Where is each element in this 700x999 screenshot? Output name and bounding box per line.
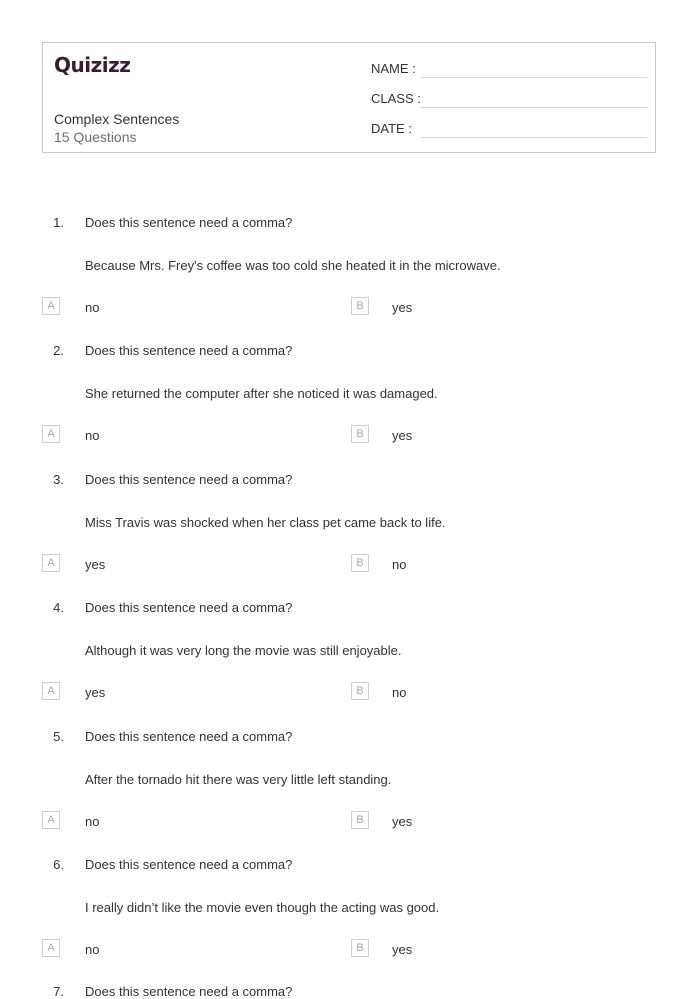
option-a-box[interactable]: A	[42, 425, 60, 443]
option-b-box[interactable]: B	[351, 297, 369, 315]
question-sentence: Miss Travis was shocked when her class pet came back to life.	[85, 515, 446, 530]
question-number: 6.	[53, 857, 64, 872]
option-b-box[interactable]: B	[351, 682, 369, 700]
name-label: NAME :	[371, 61, 416, 76]
date-line[interactable]	[421, 137, 647, 138]
option-b-text[interactable]: no	[392, 557, 407, 572]
option-a-text[interactable]: yes	[85, 685, 106, 700]
quizizz-logo: Quizizz	[54, 53, 131, 77]
question-prompt: Does this sentence need a comma?	[85, 600, 293, 615]
question-sentence: Although it was very long the movie was still enjoyable.	[85, 643, 402, 658]
option-a-text[interactable]: no	[85, 300, 100, 315]
option-b-text[interactable]: yes	[392, 428, 413, 443]
option-a-text[interactable]: no	[85, 428, 100, 443]
option-a-box[interactable]: A	[42, 554, 60, 572]
question-number: 4.	[53, 600, 64, 615]
question-prompt: Does this sentence need a comma?	[85, 343, 293, 358]
question-sentence: I really didn’t like the movie even though the acting was good.	[85, 900, 440, 915]
name-field[interactable]	[371, 61, 421, 79]
option-a-text[interactable]: no	[85, 942, 100, 957]
question-number: 5.	[53, 729, 64, 744]
option-a-text[interactable]: no	[85, 814, 100, 829]
question-7-partial	[0, 984, 700, 999]
option-b-box[interactable]: B	[351, 554, 369, 572]
worksheet-header	[42, 42, 656, 153]
question-3	[0, 472, 700, 600]
question-1	[0, 215, 700, 343]
option-b-text[interactable]: no	[392, 685, 407, 700]
date-label: DATE :	[371, 121, 412, 136]
option-a-box[interactable]: A	[42, 682, 60, 700]
option-b-box[interactable]: B	[351, 425, 369, 443]
question-number: 1.	[53, 215, 64, 230]
question-5	[0, 729, 700, 857]
question-number: 7.	[53, 984, 64, 999]
question-4	[0, 600, 700, 728]
question-number: 3.	[53, 472, 64, 487]
option-a-box[interactable]: A	[42, 939, 60, 957]
worksheet-title: Complex Sentences	[54, 111, 180, 127]
question-prompt: Does this sentence need a comma?	[85, 857, 293, 872]
class-line[interactable]	[421, 107, 647, 108]
question-sentence: After the tornado hit there was very little left standing.	[85, 772, 392, 787]
class-field[interactable]	[371, 91, 421, 109]
question-prompt: Does this sentence need a comma?	[85, 729, 293, 744]
question-prompt: Does this sentence need a comma?	[85, 472, 293, 487]
option-b-box[interactable]: B	[351, 939, 369, 957]
class-label: CLASS :	[371, 91, 421, 106]
option-a-text[interactable]: yes	[85, 557, 106, 572]
option-b-text[interactable]: yes	[392, 814, 413, 829]
question-sentence: She returned the computer after she noticed it was damaged.	[85, 386, 438, 401]
question-prompt: Does this sentence need a comma?	[85, 984, 293, 999]
option-b-box[interactable]: B	[351, 811, 369, 829]
question-count: 15 Questions	[54, 129, 137, 145]
name-line[interactable]	[421, 77, 647, 78]
question-sentence: Because Mrs. Frey's coffee was too cold she heated it in the microwave.	[85, 258, 501, 273]
date-field[interactable]	[371, 121, 421, 139]
question-6	[0, 857, 700, 985]
option-a-box[interactable]: A	[42, 297, 60, 315]
option-b-text[interactable]: yes	[392, 942, 413, 957]
question-number: 2.	[53, 343, 64, 358]
option-a-box[interactable]: A	[42, 811, 60, 829]
question-prompt: Does this sentence need a comma?	[85, 215, 293, 230]
option-b-text[interactable]: yes	[392, 300, 413, 315]
question-2	[0, 343, 700, 471]
